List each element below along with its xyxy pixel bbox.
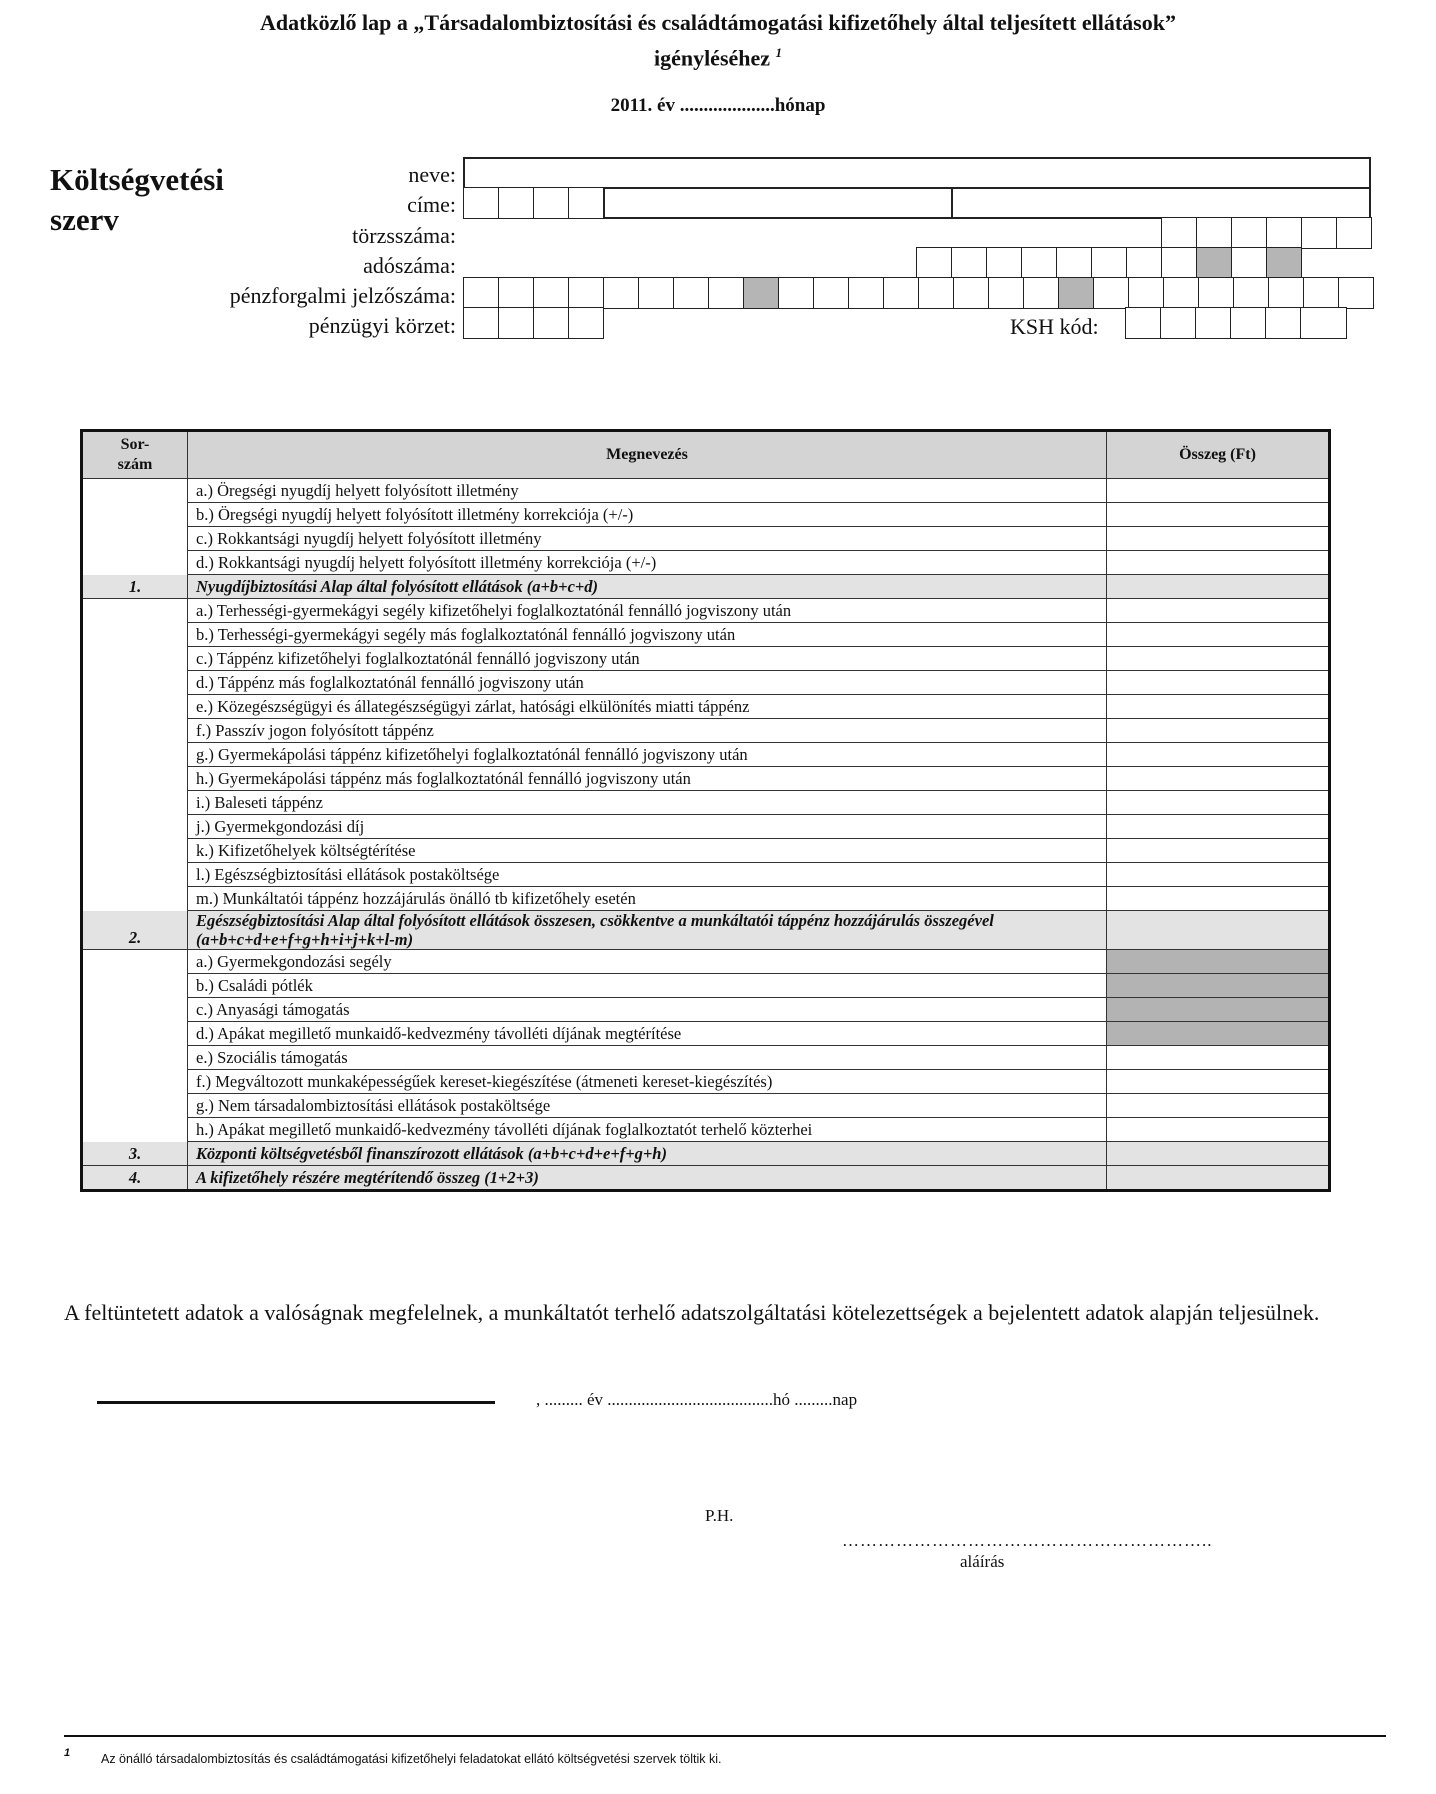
table-row [82, 839, 1330, 863]
header-number: Sor- szám [82, 431, 188, 479]
amount-cell [1107, 998, 1330, 1022]
row-number [82, 671, 188, 695]
row-number [82, 599, 188, 623]
amount-cell[interactable] [1107, 623, 1330, 647]
row-description: d.) Táppénz más foglalkoztatónál fennálló jogviszony után [188, 671, 1107, 695]
bank-account-cell[interactable] [1093, 277, 1129, 309]
amount-cell[interactable] [1107, 791, 1330, 815]
registry-number-cell[interactable] [1336, 217, 1372, 249]
row-description: e.) Közegészségügyi és állategészségügyi zárlat, hatósági elkülönítés miatti táppénz [188, 695, 1107, 719]
row-description: m.) Munkáltatói táppénz hozzájárulás önálló tb kifizetőhely esetén [188, 887, 1107, 911]
bank-account-cell[interactable] [743, 277, 779, 309]
row-number [82, 719, 188, 743]
signature-line[interactable]: …………………………………………………….. [842, 1531, 1213, 1550]
table-row [82, 998, 1330, 1022]
registry-number-cell[interactable] [1301, 217, 1337, 249]
row-number [82, 863, 188, 887]
row-description: a.) Terhességi-gyermekágyi segély kifizetőhelyi foglalkoztatónál fennálló jogviszony után [188, 599, 1107, 623]
row-description: c.) Rokkantsági nyugdíj helyett folyósított illetmény [188, 527, 1107, 551]
title-line-2-text: igényléséhez [653, 45, 771, 71]
amount-cell[interactable] [1107, 479, 1330, 503]
amount-cell[interactable] [1107, 671, 1330, 695]
row-number [82, 527, 188, 551]
row-number: 1. [82, 575, 188, 599]
footnote-divider [64, 1735, 1386, 1737]
table-row [82, 950, 1330, 974]
table-row [82, 815, 1330, 839]
row-description: e.) Szociális támogatás [188, 1046, 1107, 1070]
amount-cell[interactable] [1107, 503, 1330, 527]
row-number [82, 815, 188, 839]
table-row [82, 695, 1330, 719]
bank-account-cell[interactable] [1198, 277, 1234, 309]
row-number [82, 479, 188, 503]
table-row [82, 647, 1330, 671]
row-description: A kifizetőhely részére megtérítendő összeg (1+2+3) [188, 1166, 1107, 1191]
row-number [82, 998, 188, 1022]
table-row [82, 527, 1330, 551]
row-description: b.) Öregségi nyugdíj helyett folyósított illetmény korrekciója (+/-) [188, 503, 1107, 527]
name-field[interactable] [463, 157, 1371, 189]
footnote-mark: 1 [64, 1747, 71, 1759]
tax-district-cell[interactable] [463, 307, 499, 339]
grand-total-row [82, 1166, 1330, 1191]
row-description: g.) Gyermekápolási táppénz kifizetőhelyi foglalkoztatónál fennálló jogviszony után [188, 743, 1107, 767]
registry-number-cell[interactable] [1161, 217, 1197, 249]
bank-account-cell[interactable] [1338, 277, 1374, 309]
signature-label: aláírás [960, 1552, 1005, 1571]
table-row [82, 791, 1330, 815]
amount-cell [1107, 974, 1330, 998]
table-row [82, 599, 1330, 623]
row-number [82, 839, 188, 863]
table-row [82, 1070, 1330, 1094]
tax-district-cell[interactable] [498, 307, 534, 339]
title-line-1: Adatközlő lap a „Társadalombiztosítási és családtámogatási kifizetőhely által teljesített ellátások” [260, 10, 1176, 35]
amount-cell[interactable] [1107, 647, 1330, 671]
bank-account-cell[interactable] [848, 277, 884, 309]
row-description: i.) Baleseti táppénz [188, 791, 1107, 815]
table-row [82, 767, 1330, 791]
document-title [0, 8, 1436, 73]
title-line-2 [0, 38, 1436, 73]
row-description: Központi költségvetésből finanszírozott ellátások (a+b+c+d+e+f+g+h) [188, 1142, 1107, 1166]
amount-cell[interactable] [1107, 887, 1330, 911]
row-description: c.) Táppénz kifizetőhelyi foglalkoztatónál fennálló jogviszony után [188, 647, 1107, 671]
amount-cell[interactable] [1107, 815, 1330, 839]
row-description: g.) Nem társadalombiztosítási ellátások postaköltsége [188, 1094, 1107, 1118]
stamp-label: P.H. [705, 1506, 734, 1525]
amount-cell[interactable] [1107, 839, 1330, 863]
label-name: neve: [408, 162, 456, 187]
bank-account-cell[interactable] [1163, 277, 1199, 309]
amount-cell[interactable] [1107, 575, 1330, 599]
row-number [82, 1046, 188, 1070]
title-footnote-mark: 1 [775, 45, 783, 60]
row-number [82, 647, 188, 671]
bank-account-cell[interactable] [1268, 277, 1304, 309]
bank-account-cell[interactable] [638, 277, 674, 309]
row-description: Nyugdíjbiztosítási Alap által folyósított ellátások (a+b+c+d) [188, 575, 1107, 599]
row-number [82, 551, 188, 575]
bank-account-cell[interactable] [673, 277, 709, 309]
amount-cell[interactable] [1107, 743, 1330, 767]
row-number [82, 743, 188, 767]
amount-cell[interactable] [1107, 1070, 1330, 1094]
registry-number-cell[interactable] [1196, 217, 1232, 249]
label-tax-number: adószáma: [363, 253, 456, 278]
registry-number-cell[interactable] [1231, 217, 1267, 249]
label-bank-account: pénzforgalmi jelzőszáma: [229, 283, 456, 308]
table-row [82, 743, 1330, 767]
table-row [82, 1022, 1330, 1046]
bank-account-cell[interactable] [498, 277, 534, 309]
amount-cell[interactable] [1107, 767, 1330, 791]
amount-cell[interactable] [1107, 527, 1330, 551]
bank-account-cell[interactable] [463, 277, 499, 309]
row-description: b.) Családi pótlék [188, 974, 1107, 998]
bank-account-cell[interactable] [1233, 277, 1269, 309]
bank-account-cell[interactable] [1128, 277, 1164, 309]
bank-account-cell[interactable] [883, 277, 919, 309]
row-description: d.) Apákat megillető munkaidő-kedvezmény távolléti díjának megtérítése [188, 1022, 1107, 1046]
amount-cell [1107, 1022, 1330, 1046]
tax-district-cell[interactable] [533, 307, 569, 339]
bank-account-cell[interactable] [988, 277, 1024, 309]
ksh-code-label: KSH kód: [1010, 314, 1099, 339]
row-number [82, 623, 188, 647]
amount-cell[interactable] [1107, 695, 1330, 719]
amount-cell[interactable] [1107, 1142, 1330, 1166]
row-number: 4. [82, 1166, 188, 1191]
bank-account-cell[interactable] [603, 277, 639, 309]
tax-number-cell[interactable] [1126, 247, 1162, 279]
address-extra-field[interactable] [951, 187, 1371, 219]
row-number [82, 791, 188, 815]
ksh-code-cell[interactable] [1300, 307, 1347, 339]
row-number [82, 1070, 188, 1094]
row-number [82, 1022, 188, 1046]
row-description: h.) Gyermekápolási táppénz más foglalkoztatónál fennálló jogviszony után [188, 767, 1107, 791]
amount-cell[interactable] [1107, 719, 1330, 743]
row-description: Egészségbiztosítási Alap által folyósított ellátások összesen, csökkentve a munkáltatói táppénz hozzájárulás összegével (a+b+c+d+e+f+g+h+i+j+k+l-m) [188, 911, 1107, 950]
row-description: k.) Kifizetőhelyek költségtérítése [188, 839, 1107, 863]
bank-account-cell[interactable] [1023, 277, 1059, 309]
row-number: 2. [82, 911, 188, 950]
table-row [82, 887, 1330, 911]
table-row [82, 671, 1330, 695]
bank-account-cell[interactable] [708, 277, 744, 309]
header-description: Megnevezés [188, 431, 1107, 479]
table-row [82, 623, 1330, 647]
amount-cell[interactable] [1107, 1166, 1330, 1191]
row-number [82, 1118, 188, 1142]
tax-number-cell[interactable] [1056, 247, 1092, 279]
row-number [82, 887, 188, 911]
row-number [82, 950, 188, 974]
bank-account-cell[interactable] [1303, 277, 1339, 309]
row-number [82, 767, 188, 791]
tax-number-cell[interactable] [1161, 247, 1197, 279]
declaration-statement: A feltüntetett adatok a valóságnak megfelelnek, a munkáltatót terhelő adatszolgáltatási kötelezettségek a bejelentett adatok alapján teljesülnek. [64, 1300, 1320, 1325]
label-registry-number: törzsszáma: [352, 223, 456, 248]
tax-number-cell[interactable] [1196, 247, 1232, 279]
amount-cell[interactable] [1107, 551, 1330, 575]
row-number [82, 974, 188, 998]
address-zip-cell[interactable] [568, 187, 604, 219]
tax-district-cell[interactable] [568, 307, 604, 339]
bank-account-cell[interactable] [1058, 277, 1094, 309]
bank-account-cell[interactable] [778, 277, 814, 309]
tax-number-cell[interactable] [1266, 247, 1302, 279]
address-zip-cell[interactable] [463, 187, 499, 219]
bank-account-cell[interactable] [813, 277, 849, 309]
row-description: d.) Rokkantsági nyugdíj helyett folyósított illetmény korrekciója (+/-) [188, 551, 1107, 575]
row-description: h.) Apákat megillető munkaidő-kedvezmény távolléti díjának foglalkoztatót terhelő közterhei [188, 1118, 1107, 1142]
tax-number-cell[interactable] [916, 247, 952, 279]
row-description: a.) Öregségi nyugdíj helyett folyósított illetmény [188, 479, 1107, 503]
amount-cell[interactable] [1107, 1046, 1330, 1070]
table-row [82, 1046, 1330, 1070]
section-total-row [82, 911, 1330, 950]
table-row [82, 719, 1330, 743]
bank-account-cell[interactable] [533, 277, 569, 309]
tax-number-cell[interactable] [1021, 247, 1057, 279]
organization-title-line-1: Költségvetési [50, 162, 224, 197]
table-row [82, 863, 1330, 887]
place-line[interactable] [97, 1401, 495, 1404]
period-line: 2011. év ....................hónap [610, 95, 826, 116]
amount-cell [1107, 950, 1330, 974]
row-description: f.) Passzív jogon folyósított táppénz [188, 719, 1107, 743]
registry-number-cell[interactable] [1266, 217, 1302, 249]
address-street-field[interactable] [603, 187, 953, 219]
bank-account-cell[interactable] [953, 277, 989, 309]
row-description: j.) Gyermekgondozási díj [188, 815, 1107, 839]
label-tax-district: pénzügyi körzet: [308, 313, 456, 338]
section-total-row [82, 1142, 1330, 1166]
row-number [82, 695, 188, 719]
row-description: a.) Gyermekgondozási segély [188, 950, 1107, 974]
section-total-row [82, 575, 1330, 599]
table-row [82, 479, 1330, 503]
address-zip-cell[interactable] [533, 187, 569, 219]
table-row [82, 551, 1330, 575]
bank-account-cell[interactable] [918, 277, 954, 309]
label-address: címe: [407, 192, 456, 217]
amount-cell[interactable] [1107, 599, 1330, 623]
benefits-table [80, 429, 1331, 1192]
table-row [82, 1094, 1330, 1118]
address-zip-cell[interactable] [498, 187, 534, 219]
amount-cell[interactable] [1107, 1094, 1330, 1118]
organization-title-line-2: szerv [50, 202, 119, 237]
row-description: b.) Terhességi-gyermekágyi segély más foglalkoztatónál fennálló jogviszony után [188, 623, 1107, 647]
amount-cell[interactable] [1107, 911, 1330, 950]
header-amount: Összeg (Ft) [1107, 431, 1330, 479]
bank-account-cell[interactable] [568, 277, 604, 309]
row-description: l.) Egészségbiztosítási ellátások postaköltsége [188, 863, 1107, 887]
organization-title [50, 160, 224, 240]
row-number [82, 1094, 188, 1118]
row-number [82, 503, 188, 527]
amount-cell[interactable] [1107, 1118, 1330, 1142]
table-row [82, 1118, 1330, 1142]
amount-cell[interactable] [1107, 863, 1330, 887]
row-description: c.) Anyasági támogatás [188, 998, 1107, 1022]
row-description: f.) Megváltozott munkaképességűek kereset-kiegészítése (átmeneti kereset-kiegészítés) [188, 1070, 1107, 1094]
table-row [82, 974, 1330, 998]
table-row [82, 503, 1330, 527]
date-line[interactable]: , ......... év .......................................hó .........nap [536, 1390, 858, 1409]
tax-number-cell[interactable] [951, 247, 987, 279]
tax-number-cell[interactable] [986, 247, 1022, 279]
row-number: 3. [82, 1142, 188, 1166]
footnote-text: Az önálló társadalombiztosítás és családtámogatási kifizetőhelyi feladatokat ellátó költségvetési szervek töltik ki. [101, 1752, 722, 1766]
tax-number-cell[interactable] [1091, 247, 1127, 279]
tax-number-cell[interactable] [1231, 247, 1267, 279]
